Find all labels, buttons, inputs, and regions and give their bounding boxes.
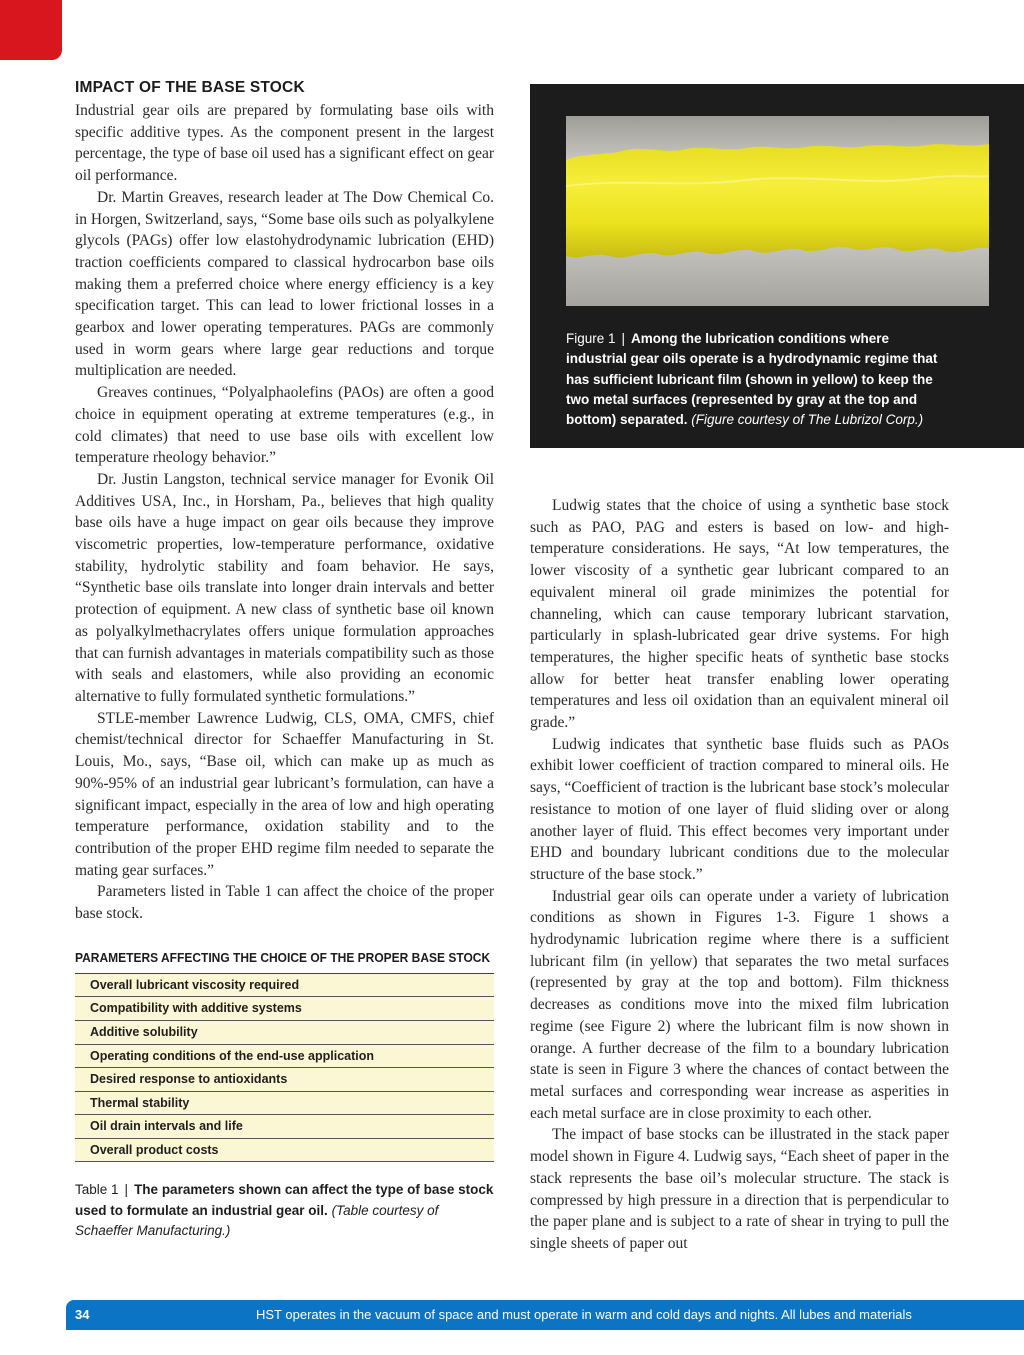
table-row: Additive solubility xyxy=(75,1021,494,1045)
body-paragraph: Industrial gear oils can operate under a variety of lubrication conditions as shown in Figures 1-3. Figure 1 shows a hydrodynamic lubrication regime where there is a sufficient lubricant film (in yellow) that separates the two metal surfaces (represented by gray at the top and bottom). Film thickness decreases as conditions move into the mixed film lubrication regime (see Figure 2) where the lubricant film is now shown in orange. A further decrease of the film to a boundary lubrication state is seen in Figure 3 where the chances of contact between the metal surfaces and corresponding wear increase as asperities in each metal surface are in close proximity to each other. xyxy=(530,887,949,1122)
table-row: Thermal stability xyxy=(75,1092,494,1116)
body-paragraph: STLE-member Lawrence Ludwig, CLS, OMA, CMFS, chief chemist/technical director for Schaeffer Manufacturing in St. Louis, Mo., says, “Base oil, which can make up as much as 90%-95% of an industrial gear lubricant’s formulation, can have a significant impact, especially in the area of low and high operating temperature performance, oxidation stability and to the contribution of the proper EHD regime film needed to separate the mating gear surfaces.” xyxy=(75,709,494,879)
figure-caption-label: Figure 1 xyxy=(566,331,616,346)
body-paragraph: Ludwig states that the choice of using a synthetic base stock such as PAO, PAG and esters is based on low- and high-temperature considerations. He says, “At low temperatures, the lower viscosity of a synthetic gear lubricant compared to an equivalent mineral oil grade minimizes the potential for channeling, which can cause temporary lubricant starvation, particularly in splash-lubricated gear drive systems. For high temperatures, the higher specific heats of synthetic base stocks allow for better heat transfer enabling lower operating temperatures and less oil oxidation than an equivalent mineral oil grade.” xyxy=(530,497,949,732)
figure-1 xyxy=(530,84,1024,448)
table-caption-text: The parameters shown can affect the type of base stock used to formulate an industrial gear oil. xyxy=(75,1182,494,1218)
footer-text: HST operates in the vacuum of space and must operate in warm and cold days and nights. All lubes and materials xyxy=(256,1307,912,1322)
body-paragraph: Ludwig indicates that synthetic base fluids such as PAOs exhibit lower coefficient of traction compared to mineral oils. He says, “Coefficient of traction is the lubricant base stock’s molecular resistance to motion of one layer of fluid sliding over or along another layer of fluid. This effect becomes very important under EHD and boundary lubricant conditions due to the molecular structure of the base stock.” xyxy=(530,735,949,883)
body-paragraph: Industrial gear oils are prepared by formulating base oils with specific additive types. As the component present in the largest percentage, the type of base oil used has a significant effect on gear oil performance. xyxy=(75,102,494,185)
lubricant-film xyxy=(566,144,989,257)
corner-tab xyxy=(0,0,62,60)
table-row: Compatibility with additive systems xyxy=(75,997,494,1021)
figure-caption-text: Among the lubrication conditions where industrial gear oils operate is a hydrodynamic regime that has sufficient lubricant film (shown in yellow) to keep the two metal surfaces (represented by gray at the top and bottom) separated. xyxy=(566,331,938,428)
lubrication-film-illustration xyxy=(566,116,989,306)
table-title: PARAMETERS AFFECTING THE CHOICE OF THE PROPER BASE STOCK xyxy=(75,950,491,966)
body-paragraph: Parameters listed in Table 1 can affect the choice of the proper base stock. xyxy=(75,883,494,923)
body-paragraph: The impact of base stocks can be illustrated in the stack paper model shown in Figure 4. Ludwig says, “Each sheet of paper in the stack represents the base oil’s molecular structure. The stack is compressed by high pressure in a direction that is perpendicular to the paper plane and is subject to a rate of shear in trying to pull the single sheets of paper out xyxy=(530,1126,949,1252)
table-row: Overall lubricant viscosity required xyxy=(75,974,494,998)
table-caption xyxy=(75,1180,494,1242)
table-row: Oil drain intervals and life xyxy=(75,1115,494,1139)
table-row: Desired response to antioxidants xyxy=(75,1068,494,1092)
body-paragraph: Dr. Justin Langston, technical service manager for Evonik Oil Additives USA, Inc., in Horsham, Pa., believes that high quality base oils have a huge impact on gear oils because they improve viscometric properties, low-temperature performance, oxidative stability, hydrolytic stability and foam behavior. He says, “Synthetic base oils translate into longer drain intervals and better protection of equipment. A new class of synthetic base oil known as polyalkylmethacrylates offers unique formulation approaches that can furnish advantages in materials compatibility such as those with seals and elastomers, while also providing an economic alternative to fully formulated synthetic formulations.” xyxy=(75,470,494,705)
right-column xyxy=(530,495,949,1255)
parameters-table xyxy=(75,973,494,1163)
caption-separator: | xyxy=(621,331,626,346)
figure-caption xyxy=(566,329,946,430)
table-row: Operating conditions of the end-use application xyxy=(75,1045,494,1069)
table-caption-credit: (Table courtesy of Schaeffer Manufacturing.) xyxy=(75,1202,439,1239)
footer-bar xyxy=(66,1300,1024,1330)
page-number: 34 xyxy=(75,1307,90,1322)
body-paragraph: Greaves continues, “Polyalphaolefins (PAOs) are often a good choice in equipment operating at extreme temperatures (e.g., in cold climates) that need to use base oils with excellent low temperature rheology behavior.” xyxy=(75,384,494,467)
body-paragraph: Dr. Martin Greaves, research leader at The Dow Chemical Co. in Horgen, Switzerland, says, “Some base oils such as polyalkylene glycols (PAGs) offer low elastohydrodynamic lubrication (EHD) traction coefficients compared to classical hydrocarbon base oils making them a preferred choice where energy efficiency is a key specification target. This can lead to lower frictional losses in a gearbox and lower operating temperatures. PAGs are commonly used in worm gears where large gear reductions and torque multiplication are needed. xyxy=(75,188,494,380)
table-caption-label: Table 1 xyxy=(75,1182,119,1198)
table-row: Overall product costs xyxy=(75,1139,494,1163)
lubrication-film-image xyxy=(566,116,989,306)
section-heading: IMPACT OF THE BASE STOCK xyxy=(75,79,305,96)
caption-separator: | xyxy=(124,1182,129,1198)
figure-caption-credit: (Figure courtesy of The Lubrizol Corp.) xyxy=(691,412,924,428)
left-column xyxy=(75,78,494,1242)
